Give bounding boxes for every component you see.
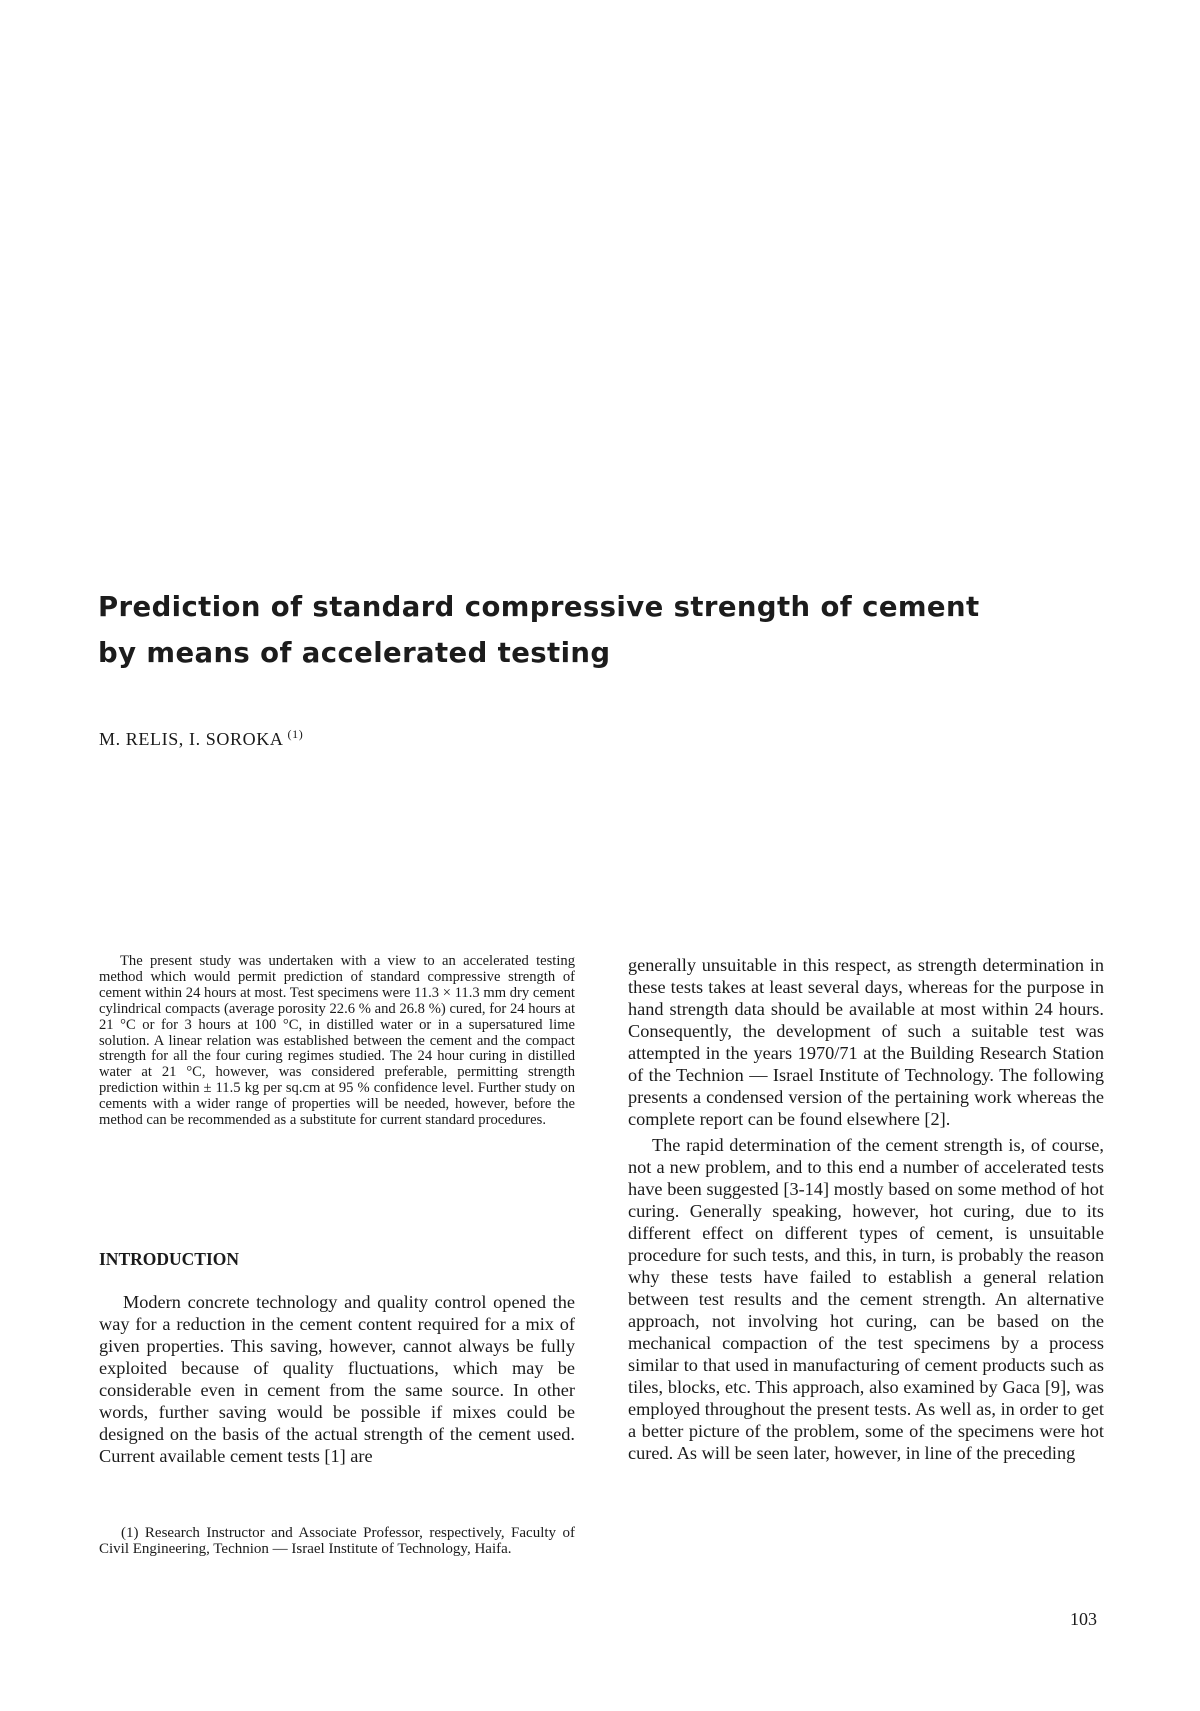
right-paragraph-1: generally unsuitable in this respect, as strength determination in these tests takes at least several days, whereas for the purpose in hand strength data should be available at most within 24 hours. Consequently, the development of such a suitable test was attempted in the years 1970/71 at the Building Research Station of the Technion — Israel Institute of Technology. The following presents a condensed version of the pertaining work whereas the complete report can be found elsewhere [2].: [628, 955, 1104, 1129]
author-footnote-mark: (1): [287, 727, 304, 741]
paper-title: [98, 584, 998, 676]
footnote-text: (1) Research Instructor and Associate Professor, respectively, Faculty of Civil Engineering, Technion — Israel Institute of Technology, Haifa.: [99, 1525, 575, 1558]
author-line: [99, 727, 303, 750]
abstract: [99, 954, 575, 1129]
right-paragraph-2: The rapid determination of the cement strength is, of course, not a new problem, and to this end a number of accelerated tests have been suggested [3-14] mostly based on some method of hot curing. Generally speaking, however, hot curing, due to its different effect on different types of cement, is unsuitable procedure for such tests, and this, in turn, is probably the reason why these tests have failed to establish a general relation between test results and the cement strength. An alternative approach, not involving hot curing, can be based on the mechanical compaction of the test specimens by a process similar to that used in manufacturing of cement products such as tiles, blocks, etc. This approach, also examined by Gaca [9], was employed throughout the present tests. As well as, in order to get a better picture of the problem, some of the specimens were hot cured. As will be seen later, however, in line of the preceding: [628, 1135, 1104, 1463]
author-names: M. RELIS, I. SOROKA: [99, 729, 283, 749]
section-heading-introduction: INTRODUCTION: [99, 1249, 240, 1269]
title-line-2: by means of accelerated testing: [98, 637, 611, 669]
introduction-body: [99, 1291, 575, 1467]
abstract-text: The present study was undertaken with a view to an accelerated testing method which would permit prediction of standard compressive strength of cement within 24 hours at most. Test specimens were 11.3 × 11.3 mm dry cement cylindrical compacts (average porosity 22.6 % and 26.8 %) cured, for 24 hours at 21 °C or for 3 hours at 100 °C, in distilled water or in a supersatured lime solution. A linear relation was established between the cement and the compact strength for all the four curing regimes studied. The 24 hour curing in distilled water at 21 °C, however, was considered preferable, permitting strength prediction within ± 11.5 kg per sq.cm at 95 % confidence level. Further study on cements with a wider range of properties will be needed, however, before the method can be recommended as a substitute for current standard procedures.: [99, 953, 575, 1129]
footnote: [99, 1525, 575, 1558]
introduction-paragraph: Modern concrete technology and quality control opened the way for a reduction in the cement content required for a mix of given properties. This saving, however, cannot always be fully exploited because of quality fluctuations, which may be considerable even in cement from the same source. In other words, further saving would be possible if mixes could be designed on the basis of the actual strength of the cement used. Current available cement tests [1] are: [99, 1292, 575, 1466]
right-column: [628, 954, 1104, 1464]
title-line-1: Prediction of standard compressive strength of cement: [98, 591, 980, 623]
page-number: 103: [1070, 1609, 1097, 1629]
